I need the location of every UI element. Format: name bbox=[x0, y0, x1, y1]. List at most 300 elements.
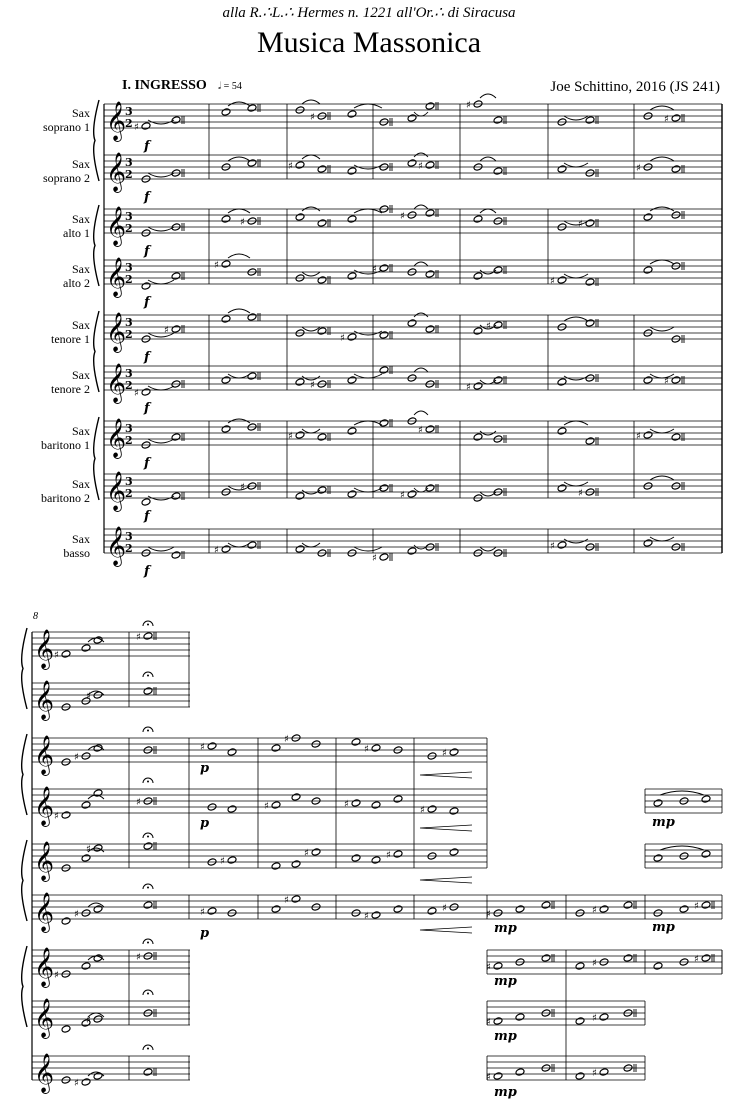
slur bbox=[302, 327, 320, 331]
note bbox=[207, 742, 217, 750]
dynamic-forte: f bbox=[144, 509, 150, 524]
note bbox=[295, 161, 305, 169]
note bbox=[141, 282, 151, 290]
sharp-icon: ♯ bbox=[694, 901, 699, 912]
slur bbox=[480, 547, 496, 551]
slur bbox=[564, 482, 588, 486]
note bbox=[347, 272, 357, 280]
note bbox=[653, 799, 663, 807]
measure-number: 8 bbox=[33, 611, 38, 622]
slur bbox=[660, 791, 704, 795]
note bbox=[393, 850, 403, 858]
treble-clef-icon: 𝄞 bbox=[106, 257, 127, 297]
slur bbox=[148, 280, 174, 284]
slur bbox=[354, 421, 382, 425]
brace-icon bbox=[22, 628, 27, 709]
sharp-icon: ♯ bbox=[664, 376, 669, 387]
note bbox=[599, 1013, 609, 1021]
note bbox=[295, 492, 305, 500]
note bbox=[93, 789, 103, 797]
note bbox=[291, 895, 301, 903]
time-signature-numerator: 3 bbox=[125, 105, 133, 118]
instrument-label-tenore-2: Sax tenore 2 bbox=[51, 368, 90, 396]
sharp-icon: ♯ bbox=[134, 122, 139, 133]
treble-clef-icon: 𝄞 bbox=[34, 1053, 55, 1093]
note bbox=[171, 551, 184, 559]
note bbox=[143, 687, 156, 695]
dynamic-mezzo_piano: mp bbox=[494, 1029, 517, 1044]
slur bbox=[414, 205, 428, 209]
note bbox=[425, 484, 438, 492]
note bbox=[575, 1072, 585, 1080]
sharp-icon: ♯ bbox=[466, 100, 471, 111]
sharp-icon: ♯ bbox=[400, 490, 405, 501]
sharp-icon: ♯ bbox=[386, 850, 391, 861]
slur bbox=[564, 274, 588, 278]
sharp-icon: ♯ bbox=[220, 856, 225, 867]
note bbox=[473, 327, 483, 335]
note bbox=[425, 425, 438, 433]
sharp-icon: ♯ bbox=[578, 488, 583, 499]
score-title: Musica Massonica bbox=[256, 26, 482, 59]
treble-clef-icon: 𝄞 bbox=[34, 841, 55, 881]
note bbox=[557, 427, 567, 435]
dynamic-mezzo_piano: mp bbox=[494, 1085, 517, 1100]
slur bbox=[480, 157, 496, 161]
staff-system2-2 bbox=[32, 680, 190, 721]
note bbox=[671, 114, 684, 122]
slur bbox=[302, 429, 320, 433]
slur bbox=[414, 411, 428, 415]
slur bbox=[564, 221, 588, 225]
sharp-icon: ♯ bbox=[200, 907, 205, 918]
brace-icon bbox=[94, 417, 99, 500]
note bbox=[221, 215, 231, 223]
sharp-icon: ♯ bbox=[54, 650, 59, 661]
dynamic-piano: p bbox=[200, 926, 210, 941]
note bbox=[141, 388, 151, 396]
time-signature-denominator: 2 bbox=[125, 542, 133, 555]
note bbox=[643, 266, 653, 274]
note bbox=[347, 490, 357, 498]
sharp-icon: ♯ bbox=[136, 632, 141, 643]
slur bbox=[148, 547, 174, 551]
note bbox=[653, 854, 663, 862]
note bbox=[643, 539, 653, 547]
treble-clef-icon: 𝄞 bbox=[34, 629, 55, 669]
slur bbox=[148, 386, 174, 390]
note bbox=[493, 1017, 503, 1025]
sharp-icon: ♯ bbox=[200, 742, 205, 753]
time-signature-denominator: 2 bbox=[125, 379, 133, 392]
note bbox=[493, 116, 506, 124]
note bbox=[141, 498, 151, 506]
note bbox=[701, 954, 714, 962]
slur bbox=[564, 116, 588, 120]
slur bbox=[354, 209, 382, 213]
note bbox=[623, 954, 636, 962]
hairpin bbox=[420, 927, 472, 933]
slur bbox=[650, 157, 674, 161]
time-signature-denominator: 2 bbox=[125, 487, 133, 500]
note bbox=[599, 905, 609, 913]
slur bbox=[354, 488, 382, 492]
time-signature-denominator: 2 bbox=[125, 273, 133, 286]
note bbox=[227, 805, 237, 813]
note bbox=[371, 744, 381, 752]
treble-clef-icon: 𝄞 bbox=[34, 947, 55, 987]
staff-system1-1 bbox=[104, 101, 722, 142]
sharp-icon: ♯ bbox=[550, 541, 555, 552]
note bbox=[317, 433, 330, 441]
slur bbox=[148, 439, 174, 443]
slur bbox=[228, 543, 250, 547]
note bbox=[679, 905, 689, 913]
sharp-icon: ♯ bbox=[284, 895, 289, 906]
staff-system2-3 bbox=[32, 735, 487, 776]
note bbox=[623, 901, 636, 909]
brace-icon bbox=[22, 734, 27, 815]
note bbox=[81, 1078, 91, 1086]
slur bbox=[228, 309, 250, 313]
time-signature-denominator: 2 bbox=[125, 168, 133, 181]
sharp-icon: ♯ bbox=[578, 219, 583, 230]
slur bbox=[650, 374, 674, 378]
sharp-icon: ♯ bbox=[264, 801, 269, 812]
note bbox=[671, 376, 684, 384]
sharp-icon: ♯ bbox=[466, 382, 471, 393]
note bbox=[347, 376, 357, 384]
dynamic-mezzo_piano: mp bbox=[494, 974, 517, 989]
dynamic-piano: p bbox=[200, 761, 210, 776]
note bbox=[643, 213, 653, 221]
note bbox=[143, 842, 156, 850]
sharp-icon: ♯ bbox=[592, 1068, 597, 1079]
hairpin bbox=[420, 877, 472, 883]
sharp-icon: ♯ bbox=[418, 161, 423, 172]
note bbox=[425, 325, 438, 333]
note bbox=[221, 315, 231, 323]
treble-clef-icon: 𝄞 bbox=[106, 526, 127, 566]
instrument-label-alto-1: Sax alto 1 bbox=[63, 212, 90, 240]
note bbox=[317, 276, 330, 284]
time-signature-denominator: 2 bbox=[125, 328, 133, 341]
note bbox=[643, 431, 653, 439]
note bbox=[653, 962, 663, 970]
note bbox=[221, 425, 231, 433]
note bbox=[61, 650, 71, 658]
slur bbox=[354, 547, 382, 551]
note bbox=[207, 907, 217, 915]
note bbox=[227, 748, 237, 756]
note bbox=[291, 793, 301, 801]
sharp-icon: ♯ bbox=[74, 909, 79, 920]
slur bbox=[228, 209, 250, 213]
note bbox=[371, 911, 381, 919]
time-signature-numerator: 3 bbox=[125, 530, 133, 543]
hairpin bbox=[420, 825, 472, 831]
sharp-icon: ♯ bbox=[136, 952, 141, 963]
treble-clef-icon: 𝄞 bbox=[106, 471, 127, 511]
dynamic-forte: f bbox=[144, 295, 150, 310]
sharp-icon: ♯ bbox=[420, 805, 425, 816]
note bbox=[701, 850, 711, 858]
note bbox=[371, 856, 381, 864]
note bbox=[449, 748, 459, 756]
treble-clef-icon: 𝄞 bbox=[106, 312, 127, 352]
note bbox=[643, 376, 653, 384]
note bbox=[379, 419, 392, 427]
sharp-icon: ♯ bbox=[214, 260, 219, 271]
slur bbox=[148, 227, 174, 231]
slur bbox=[650, 429, 674, 433]
sharp-icon: ♯ bbox=[592, 905, 597, 916]
sharp-icon: ♯ bbox=[486, 909, 491, 920]
brace-icon bbox=[94, 311, 99, 392]
note bbox=[427, 907, 437, 915]
note bbox=[371, 801, 381, 809]
time-signature-numerator: 3 bbox=[125, 210, 133, 223]
note bbox=[61, 917, 71, 925]
note bbox=[379, 331, 392, 339]
dynamic-forte: f bbox=[144, 456, 150, 471]
slur bbox=[302, 155, 320, 159]
note bbox=[585, 219, 598, 227]
dedication: alla R.∴L.∴ Hermes n. 1221 all'Or.∴ di Siracusa bbox=[222, 5, 516, 21]
staff-system1-4 bbox=[104, 257, 722, 298]
note bbox=[493, 321, 506, 329]
note bbox=[171, 325, 184, 333]
note bbox=[379, 553, 392, 561]
staff-system2-6 bbox=[32, 892, 722, 933]
note bbox=[247, 372, 260, 380]
note bbox=[557, 484, 567, 492]
note bbox=[407, 159, 417, 167]
note bbox=[393, 795, 403, 803]
note bbox=[227, 856, 237, 864]
sharp-icon: ♯ bbox=[550, 276, 555, 287]
sharp-icon: ♯ bbox=[364, 744, 369, 755]
staff-fragment-1 bbox=[487, 950, 722, 974]
time-signature-denominator: 2 bbox=[125, 222, 133, 235]
treble-clef-icon: 𝄞 bbox=[106, 206, 127, 246]
sharp-icon: ♯ bbox=[340, 333, 345, 344]
note bbox=[449, 807, 459, 815]
note bbox=[473, 215, 483, 223]
note bbox=[425, 161, 438, 169]
note bbox=[379, 264, 392, 272]
time-signature-numerator: 3 bbox=[125, 367, 133, 380]
slur bbox=[480, 94, 496, 98]
note bbox=[221, 376, 231, 384]
hairpin bbox=[420, 772, 472, 778]
note bbox=[81, 644, 91, 652]
slur bbox=[414, 368, 428, 372]
slur bbox=[228, 374, 250, 378]
instrument-label-soprano-1: Sax soprano 1 bbox=[43, 106, 90, 134]
note bbox=[271, 744, 281, 752]
note bbox=[557, 541, 567, 549]
note bbox=[425, 270, 438, 278]
note bbox=[81, 962, 91, 970]
treble-clef-icon: 𝄞 bbox=[34, 735, 55, 775]
sharp-icon: ♯ bbox=[442, 903, 447, 914]
staff-system1-6 bbox=[104, 363, 722, 404]
note bbox=[407, 547, 417, 555]
note bbox=[427, 805, 437, 813]
note bbox=[473, 272, 483, 280]
staves bbox=[22, 100, 722, 1094]
sharp-icon: ♯ bbox=[636, 163, 641, 174]
staff-system2-7 bbox=[32, 947, 190, 988]
treble-clef-icon: 𝄞 bbox=[106, 418, 127, 458]
dynamic-forte: f bbox=[144, 190, 150, 205]
note bbox=[449, 848, 459, 856]
slur bbox=[660, 846, 704, 850]
slur bbox=[354, 104, 382, 108]
note bbox=[407, 114, 417, 122]
time-signature-denominator: 2 bbox=[125, 117, 133, 130]
staff-system2-5 bbox=[32, 841, 487, 882]
note bbox=[221, 545, 231, 553]
instrument-label-basso: Sax basso bbox=[63, 532, 90, 560]
note bbox=[493, 266, 506, 274]
note bbox=[347, 110, 357, 118]
slur bbox=[302, 100, 320, 104]
slur bbox=[148, 173, 174, 177]
sharp-icon: ♯ bbox=[86, 691, 91, 702]
staff-system1-9 bbox=[104, 526, 722, 567]
slur bbox=[480, 209, 496, 213]
note bbox=[585, 278, 598, 286]
treble-clef-icon: 𝄞 bbox=[34, 892, 55, 932]
note bbox=[347, 167, 357, 175]
sharp-icon: ♯ bbox=[486, 1017, 491, 1028]
time-signature-numerator: 3 bbox=[125, 475, 133, 488]
note bbox=[425, 102, 438, 110]
sharp-icon: ♯ bbox=[486, 962, 491, 973]
note bbox=[247, 313, 260, 321]
slur bbox=[228, 486, 250, 490]
brace-icon bbox=[94, 100, 99, 181]
note bbox=[701, 901, 714, 909]
sharp-icon: ♯ bbox=[164, 325, 169, 336]
note bbox=[347, 215, 357, 223]
sharp-icon: ♯ bbox=[54, 970, 59, 981]
note bbox=[143, 901, 156, 909]
note bbox=[425, 209, 438, 217]
sharp-icon: ♯ bbox=[74, 752, 79, 763]
time-signature-numerator: 3 bbox=[125, 156, 133, 169]
note bbox=[671, 165, 684, 173]
dynamic-forte: f bbox=[144, 350, 150, 365]
note bbox=[295, 213, 305, 221]
tempo-marking: 𝅗𝅥 = 54 bbox=[218, 81, 242, 92]
sharp-icon: ♯ bbox=[136, 797, 141, 808]
sharp-icon: ♯ bbox=[74, 1078, 79, 1089]
sharp-icon: ♯ bbox=[486, 1072, 491, 1083]
sharp-icon: ♯ bbox=[288, 161, 293, 172]
note bbox=[585, 437, 598, 445]
note bbox=[61, 1025, 71, 1033]
dynamic-mezzo_piano: mp bbox=[652, 920, 675, 935]
note bbox=[515, 905, 525, 913]
treble-clef-icon: 𝄞 bbox=[106, 152, 127, 192]
dynamic-forte: f bbox=[144, 139, 150, 154]
instrument-label-soprano-2: Sax soprano 2 bbox=[43, 157, 90, 185]
slur bbox=[650, 537, 674, 541]
note bbox=[291, 860, 301, 868]
note bbox=[317, 219, 330, 227]
sharp-icon: ♯ bbox=[310, 380, 315, 391]
sharp-icon: ♯ bbox=[372, 553, 377, 564]
sharp-icon: ♯ bbox=[486, 321, 491, 332]
note bbox=[701, 795, 711, 803]
note bbox=[541, 954, 554, 962]
sharp-icon: ♯ bbox=[418, 425, 423, 436]
note bbox=[351, 799, 361, 807]
slur bbox=[564, 317, 588, 321]
dynamic-forte: f bbox=[144, 244, 150, 259]
note bbox=[271, 862, 281, 870]
instrument-label-tenore-1: Sax tenore 1 bbox=[51, 318, 90, 346]
treble-clef-icon: 𝄞 bbox=[34, 786, 55, 826]
note bbox=[171, 433, 184, 441]
slur bbox=[414, 262, 428, 266]
sharp-icon: ♯ bbox=[304, 848, 309, 859]
note bbox=[515, 1013, 525, 1021]
note bbox=[393, 905, 403, 913]
slur bbox=[228, 157, 250, 161]
brace-icon bbox=[94, 205, 99, 286]
dynamic-piano: p bbox=[200, 816, 210, 831]
note bbox=[493, 167, 506, 175]
slur bbox=[650, 260, 674, 264]
note bbox=[221, 260, 231, 268]
slur bbox=[564, 163, 588, 167]
note bbox=[351, 854, 361, 862]
note bbox=[295, 378, 305, 386]
sharp-icon: ♯ bbox=[694, 954, 699, 965]
time-signature-numerator: 3 bbox=[125, 261, 133, 274]
note bbox=[473, 382, 483, 390]
time-signature-numerator: 3 bbox=[125, 316, 133, 329]
sharp-icon: ♯ bbox=[372, 264, 377, 275]
note bbox=[347, 333, 357, 341]
note bbox=[141, 122, 151, 130]
sharp-icon: ♯ bbox=[86, 844, 91, 855]
time-signature-denominator: 2 bbox=[125, 434, 133, 447]
note bbox=[221, 108, 231, 116]
sharp-icon: ♯ bbox=[310, 112, 315, 123]
sharp-icon: ♯ bbox=[636, 431, 641, 442]
slur bbox=[302, 543, 320, 547]
slur bbox=[302, 272, 320, 276]
sharp-icon: ♯ bbox=[344, 799, 349, 810]
time-signature-numerator: 3 bbox=[125, 422, 133, 435]
treble-clef-icon: 𝄞 bbox=[34, 998, 55, 1038]
note bbox=[407, 319, 417, 327]
note bbox=[493, 376, 506, 384]
note bbox=[351, 738, 361, 746]
note bbox=[379, 366, 392, 374]
note bbox=[493, 962, 503, 970]
instrument-label-alto-2: Sax alto 2 bbox=[63, 262, 90, 290]
note bbox=[557, 165, 567, 173]
note bbox=[599, 1068, 609, 1076]
note bbox=[143, 1068, 156, 1076]
note bbox=[541, 901, 554, 909]
